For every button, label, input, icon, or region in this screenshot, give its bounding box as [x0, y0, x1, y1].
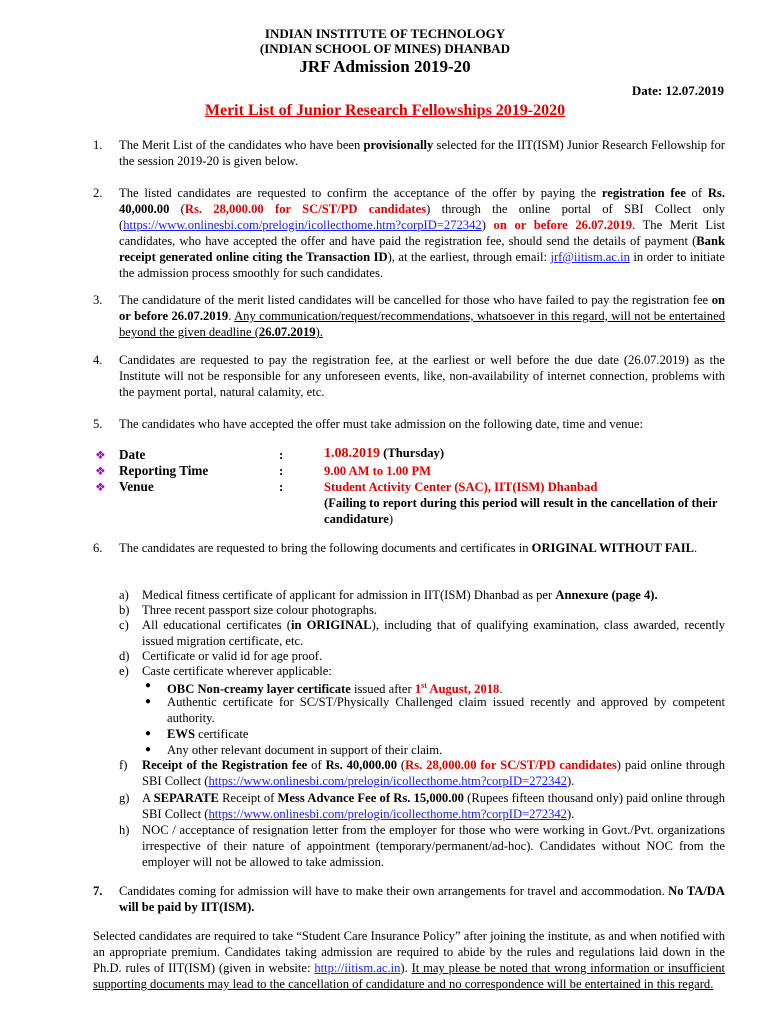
caste-cert-obc: ● OBC Non-creamy layer certificate issued after 1st August, 2018. [145, 680, 503, 697]
item-6-text: The candidates are requested to bring the following documents and certificates in ORIGINAL WITHOUT FAIL. [119, 541, 698, 555]
item-number: 2. [93, 186, 103, 200]
item-number: 7. [93, 884, 103, 898]
sbi-collect-link[interactable]: https://www.onlinesbi.com/prelogin/icollecthome.htm?corpID=272342 [208, 807, 567, 821]
item-number: 1. [93, 138, 103, 152]
document-h: h) NOC / acceptance of resignation letter from the employer for those who were working in Govt./Pvt. organizations irrespective of their nature of appointment (temporary/permanent/ad-hoc). Candidates without NOC from the employer will not be allowed to take admission. [119, 823, 725, 869]
document-c: c) All educational certificates (in ORIGINAL), including that of qualifying examination, class awarded, recently issued migration certificate, etc. [119, 618, 725, 648]
bullet-icon: ● [145, 744, 152, 755]
document-date: Date: 12.07.2019 [631, 83, 724, 98]
sbi-collect-link[interactable]: https://www.onlinesbi.com/prelogin/icollecthome.htm?corpID=272342 [123, 218, 482, 232]
caste-cert-other: ● Any other relevant document in support of their claim. [145, 743, 443, 757]
closing-note: Selected candidates are required to take “Student Care Insurance Policy” after joining the institute, as and when notified with an appropriate premium. Candidates taking admission are required to abide by the rules and regulations laid down in the Ph.D. rules of IIT(ISM) (given in website: http://iitism.ac.in). It may please be noted that wrong information or insufficient supporting documents may lead to the cancellation of candidature and no correspondence will be entertained in this regard. [93, 929, 725, 991]
item-7-text: Candidates coming for admission will have to make their own arrangements for travel and accommodation. No TA/DA will be paid by IIT(ISM). [119, 884, 726, 914]
venue-value: Student Activity Center (SAC), IIT(ISM) Dhanbad [324, 480, 598, 494]
institute-name: INDIAN INSTITUTE OF TECHNOLOGY [264, 26, 506, 41]
sbi-collect-link[interactable]: https://www.onlinesbi.com/prelogin/icollecthome.htm?corpID=272342 [208, 774, 567, 788]
diamond-bullet-icon: ❖ [95, 464, 106, 478]
item-number: 3. [93, 293, 103, 307]
reporting-time-value: 9.00 AM to 1.00 PM [324, 464, 432, 478]
deadline: on or before 26.07.2019 [493, 218, 633, 232]
venue-label: Venue [119, 479, 154, 494]
sc-st-fee: Rs. 28,000.00 for SC/ST/PD candidates [184, 202, 427, 216]
document-d: d) Certificate or valid id for age proof. [119, 649, 323, 663]
document-f: f) Receipt of the Registration fee of Rs. 40,000.00 (Rs. 28,000.00 for SC/ST/PD candidates) paid online through SBI Collect (https://www.onlinesbi.com/prelogin/icollecthome.htm?corpID=272342). [119, 758, 726, 788]
bullet-icon: ● [145, 728, 152, 739]
attendance-warning: (Failing to report during this period will result in the cancellation of their candidature) [324, 496, 718, 526]
item-5-text: The candidates who have accepted the offer must take admission on the following date, time and venue: [119, 417, 643, 431]
item-number: 6. [93, 541, 103, 555]
colon: : [279, 480, 284, 494]
item-3-text: The candidature of the merit listed candidates will be cancelled for those who have failed to pay the registration fee on or before 26.07.2019. Any communication/request/recommendations, whatsoever in this regard, will not be entertained beyond the given deadline (26.07.2019). [119, 293, 725, 339]
document-g: g) A SEPARATE Receipt of Mess Advance Fee of Rs. 15,000.00 (Rupees fifteen thousand only) paid online through SBI Collect (https://www.onlinesbi.com/prelogin/icollecthome.htm?corpID=272342). [119, 791, 725, 821]
item-2-text: The listed candidates are requested to confirm the acceptance of the offer by paying the registration fee of Rs. 40,000.00 (Rs. 28,000.00 for SC/ST/PD candidates) through the online portal of SBI Collect only (https://www.onlinesbi.com/prelogin/icollecthome.htm?corpID=272342) on or before 26.07.2019. The Merit List candidates, who have accepted the offer and have paid the registration fee, should send the details of payment (Bank receipt generated online citing the Transaction ID), at the earliest, through email: jrf@iitism.ac.in in order to initiate the admission process smoothly for such candidates. [119, 186, 725, 280]
date-value: 1.08.2019 (Thursday) [324, 446, 445, 461]
school-name: (INDIAN SCHOOL OF MINES) DHANBAD [259, 41, 511, 56]
email-link[interactable]: jrf@iitism.ac.in [550, 250, 630, 264]
caste-cert-ews: ● EWS certificate [145, 727, 249, 741]
reporting-time-label: Reporting Time [119, 463, 209, 478]
document-e: e) Caste certificate wherever applicable: [119, 664, 332, 678]
date-label: Date [119, 447, 146, 462]
colon: : [279, 464, 284, 478]
iitism-website-link[interactable]: http://iitism.ac.in [314, 961, 401, 975]
merit-list-title: Merit List of Junior Research Fellowships 2019-2020 [204, 102, 566, 119]
diamond-bullet-icon: ❖ [95, 448, 106, 462]
item-number: 5. [93, 417, 103, 431]
admission-title: JRF Admission 2019-20 [299, 57, 471, 76]
document-a: a) Medical fitness certificate of applicant for admission in IIT(ISM) Dhanbad as per Annexure (page 4). [119, 588, 658, 602]
item-4-text: Candidates are requested to pay the registration fee, at the earliest or well before the due date (26.07.2019) as the Institute will not be responsible for any unforeseen events, like, non-availability of internet connection, problems with the payment portal, natural calamity, etc. [119, 353, 725, 399]
item-number: 4. [93, 353, 103, 367]
diamond-bullet-icon: ❖ [95, 480, 106, 494]
bullet-icon: ● [145, 680, 152, 691]
document-b: b) Three recent passport size colour photographs. [119, 603, 378, 617]
bullet-icon: ● [145, 696, 152, 707]
caste-cert-sc-st: ● Authentic certificate for SC/ST/Physically Challenged claim issued recently and approved by competent authority. [145, 695, 725, 725]
colon: : [279, 448, 284, 462]
item-1-text: The Merit List of the candidates who have been provisionally selected for the IIT(ISM) Junior Research Fellowship for the session 2019-20 is given below. [119, 138, 725, 168]
